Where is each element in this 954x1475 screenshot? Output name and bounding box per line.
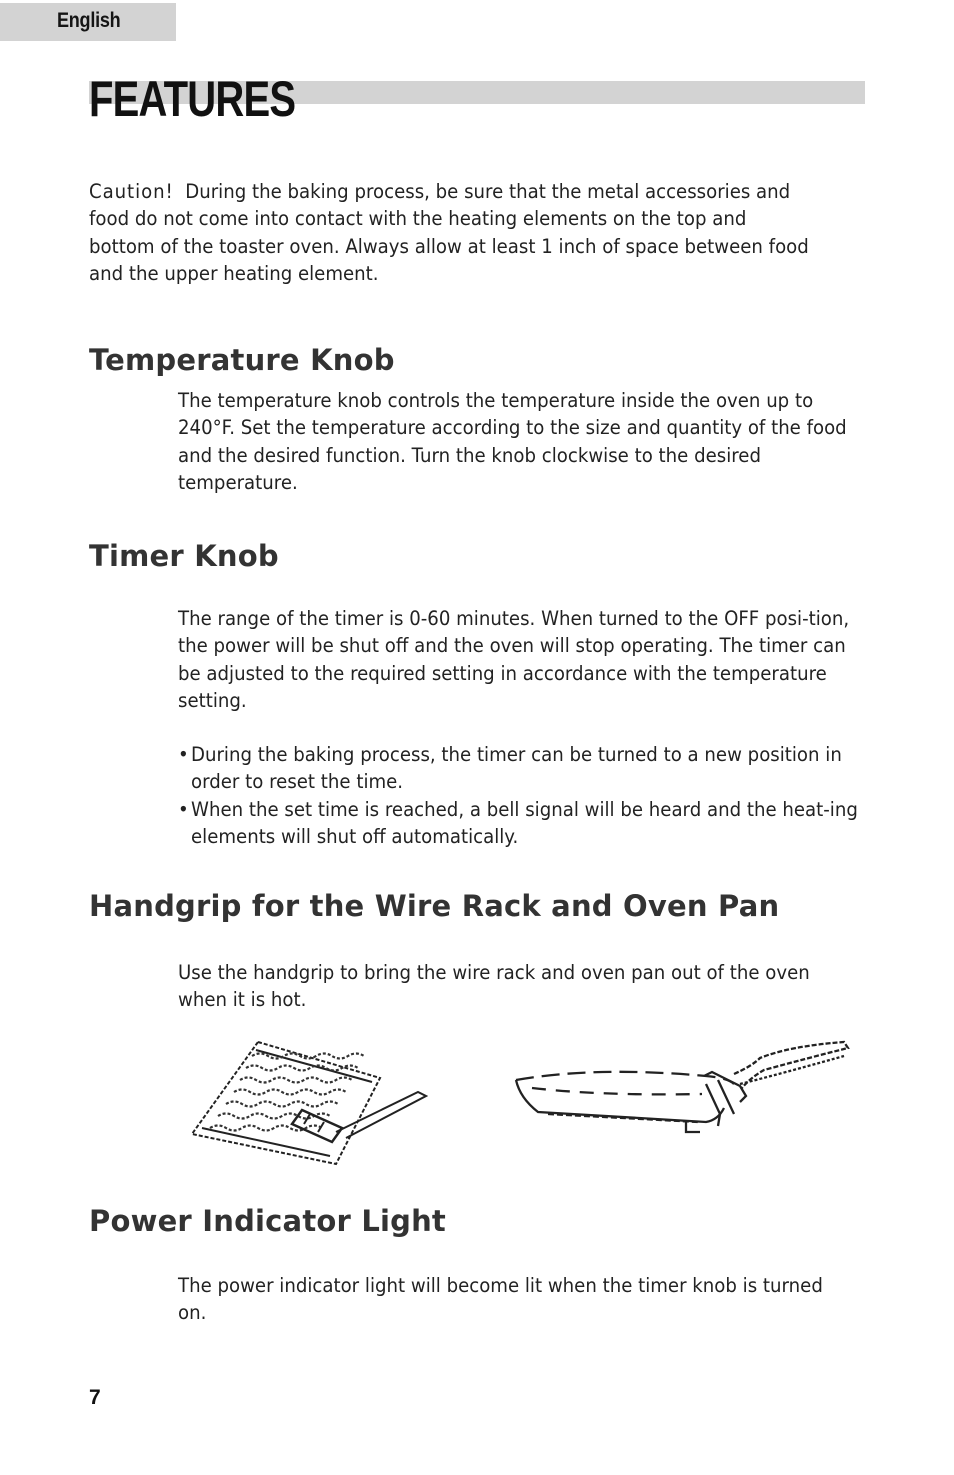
heading-power-indicator: Power Indicator Light xyxy=(89,1204,447,1238)
page-number: 7 xyxy=(89,1386,101,1409)
timer-bullet-list xyxy=(178,741,862,850)
heading-temperature-knob: Temperature Knob xyxy=(89,343,395,377)
power-indicator-text: The power indicator light will become lit when the timer knob is turned on. xyxy=(178,1274,823,1325)
temperature-knob-text: The temperature knob controls the temperature inside the oven up to 240°F. Set the temperature according to the size and quantity of the food and the desired function. Turn the knob clockwise to the desired temperature. xyxy=(178,389,847,494)
bullet-text: When the set time is reached, a bell signal will be heard and the heat-ing elements will shut off automatically. xyxy=(191,797,858,848)
language-tab xyxy=(0,3,176,41)
bullet-symbol: • xyxy=(178,797,189,821)
list-item xyxy=(178,796,862,851)
bullet-symbol: • xyxy=(178,743,189,766)
oven-pan-illustration xyxy=(508,1036,852,1140)
bullet-text: During the baking process, the timer can be turned to a new position in order to reset the time. xyxy=(191,743,842,794)
list-item xyxy=(178,741,862,796)
heading-timer-knob: Timer Knob xyxy=(89,539,279,573)
handgrip-text: Use the handgrip to bring the wire rack and oven pan out of the oven when it is hot. xyxy=(178,961,810,1012)
heading-handgrip: Handgrip for the Wire Rack and Oven Pan xyxy=(89,889,780,923)
caution-lead: Caution! xyxy=(89,180,174,203)
language-label: English xyxy=(57,9,121,32)
caution-paragraph xyxy=(89,178,814,287)
caution-text: During the baking process, be sure that the metal accessories and food do not come into contact with the heating elements on the top and bottom of the toaster oven. Always allow at least 1 inch of space between food and the upper heating element. xyxy=(89,180,809,285)
wire-rack-illustration xyxy=(186,1036,428,1172)
page-title: FEATURES xyxy=(89,71,296,127)
timer-knob-text: The range of the timer is 0-60 minutes. When turned to the OFF posi-tion, the power will be shut off and the oven will stop operating. The timer can be adjusted to the required setting in accordance with the temperature setting. xyxy=(178,607,850,712)
